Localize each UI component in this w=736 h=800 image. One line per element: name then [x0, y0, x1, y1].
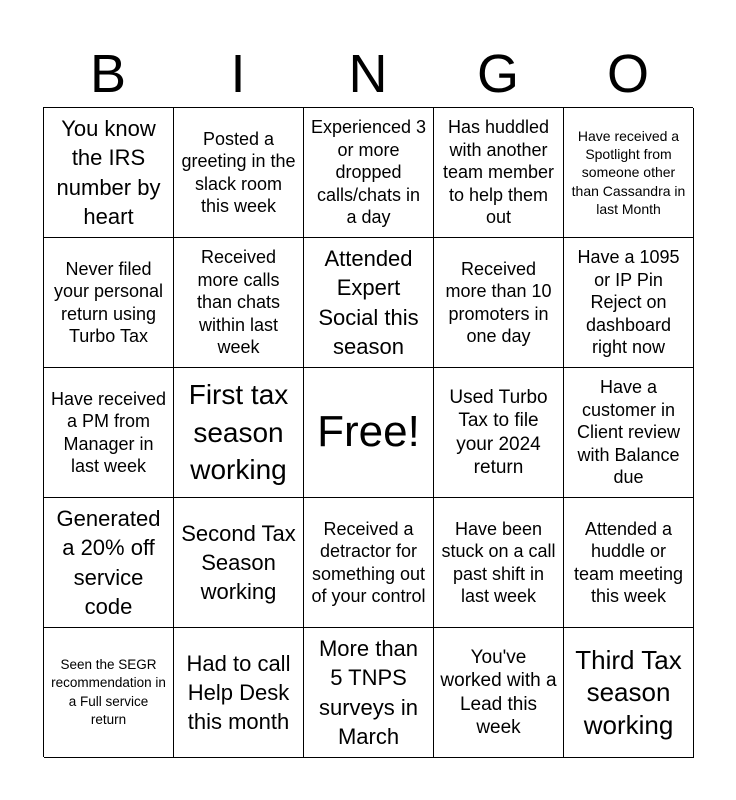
- bingo-cell-text: Have received a Spotlight from someone other than Cassandra in last Month: [571, 128, 686, 217]
- bingo-cell[interactable]: [564, 498, 694, 628]
- bingo-cell-text: Had to call Help Desk this month: [186, 650, 291, 735]
- bingo-cell-text: Used Turbo Tax to file your 2024 return: [449, 387, 548, 478]
- bingo-cell[interactable]: [174, 368, 304, 498]
- bingo-cell-text: You've worked with a Lead this week: [440, 647, 557, 738]
- bingo-cell-text: Have been stuck on a call past shift in last week: [441, 518, 556, 606]
- bingo-cell-text: Never filed your personal return using Turbo Tax: [53, 258, 164, 346]
- bingo-cell[interactable]: [174, 238, 304, 368]
- header-letter-n: N: [348, 44, 388, 104]
- bingo-cell[interactable]: [44, 108, 174, 238]
- bingo-cell[interactable]: [434, 628, 564, 758]
- header-letter-i: I: [230, 44, 246, 104]
- bingo-cell[interactable]: [304, 498, 434, 628]
- bingo-cell-text: Received a detractor for something out of your control: [311, 518, 426, 606]
- bingo-cell[interactable]: [434, 238, 564, 368]
- bingo-cell[interactable]: [564, 238, 694, 368]
- header-letter-g: G: [476, 44, 519, 104]
- bingo-cell-free[interactable]: [304, 368, 434, 498]
- bingo-cell-text: Attended Expert Social this season: [318, 246, 419, 359]
- header-letter-o: O: [606, 44, 649, 104]
- bingo-cell[interactable]: [564, 108, 694, 238]
- bingo-cell[interactable]: [44, 238, 174, 368]
- bingo-cell-text: Posted a greeting in the slack room this week: [181, 128, 296, 216]
- bingo-cell-text: Have received a PM from Manager in last week: [50, 388, 167, 476]
- bingo-cell-text: Have a 1095 or IP Pin Reject on dashboard right now: [577, 247, 680, 358]
- bingo-cell[interactable]: [564, 628, 694, 758]
- bingo-cell-text: You know the IRS number by heart: [56, 116, 161, 229]
- bingo-cell[interactable]: [304, 628, 434, 758]
- bingo-cell-text: Second Tax Season working: [181, 520, 296, 605]
- bingo-cell-text: Generated a 20% off service code: [56, 506, 161, 619]
- bingo-cell[interactable]: [304, 238, 434, 368]
- bingo-cell[interactable]: [434, 368, 564, 498]
- bingo-cell-text: Received more calls than chats within last week: [196, 247, 281, 358]
- header-letter-b: B: [89, 44, 127, 104]
- bingo-cell-text: Seen the SEGR recommendation in a Full service return: [51, 657, 166, 727]
- bingo-cell[interactable]: [44, 368, 174, 498]
- free-space-text: Free!: [317, 407, 420, 457]
- bingo-cell-text: Third Tax season working: [575, 644, 682, 740]
- bingo-cell-text: Experienced 3 or more dropped calls/chats in a day: [310, 117, 427, 228]
- bingo-cell-text: Have a customer in Client review with Balance due: [576, 377, 681, 488]
- bingo-cell[interactable]: [174, 108, 304, 238]
- bingo-cell-text: First tax season working: [188, 378, 289, 486]
- bingo-header: [43, 40, 693, 108]
- bingo-cell-text: More than 5 TNPS surveys in March: [318, 636, 419, 749]
- bingo-card-grid: [43, 107, 693, 757]
- bingo-cell[interactable]: [304, 108, 434, 238]
- bingo-cell[interactable]: [174, 498, 304, 628]
- bingo-cell-text: Received more than 10 promoters in one day: [445, 258, 552, 346]
- bingo-cell-text: Has huddled with another team member to help them out: [442, 117, 555, 228]
- bingo-cell[interactable]: [434, 108, 564, 238]
- bingo-cell[interactable]: [564, 368, 694, 498]
- bingo-cell[interactable]: [434, 498, 564, 628]
- bingo-cell[interactable]: [174, 628, 304, 758]
- bingo-cell-text: Attended a huddle or team meeting this week: [573, 518, 684, 606]
- bingo-cell[interactable]: [44, 628, 174, 758]
- bingo-cell[interactable]: [44, 498, 174, 628]
